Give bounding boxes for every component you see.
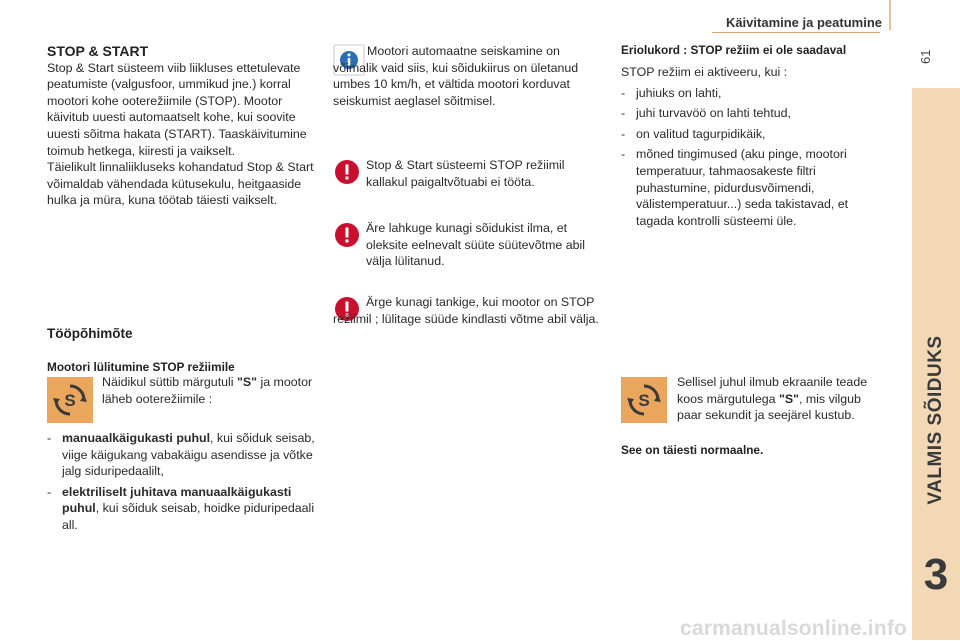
warning-note-3: Ärge kunagi tankige, kui mootor on STOP režiimil ; lülitage süüde kindlasti võtme abil välja. (333, 295, 599, 326)
flashing-indicator-note: Sellisel juhul ilmub ekraanile teade koos märgutulega "S", mis vilgub paar sekundit ja seejärel kustub. (677, 375, 868, 423)
list-item: - manuaalkäigukasti puhul, kui sõiduk seisab, viige käigukang vabakäigu asendisse ja võtke jalg siduripedaalilt, (47, 430, 319, 480)
stop-start-title: STOP & START (47, 43, 149, 59)
stop-mode-subtitle: Mootori lülitumine STOP režiimile (47, 359, 235, 374)
watermark: carmanualsonline.info (680, 617, 908, 640)
list-item: - mõned tingimused (aku pinge, mootori temperatuur, tahmaosakeste filtri puhastumine, pidurdusvõimendi, välistemperatuur...) seda takistavad, et tagada kontrolli süsteemi üle. (621, 146, 889, 229)
warning-icon (333, 158, 361, 186)
list-item: - elektriliselt juhitava manuaalkäigukasti puhul, kui sõiduk seisab, hoidke piduripedaali all. (47, 484, 319, 534)
stop-start-icon (47, 377, 93, 423)
warning-note-1: Stop & Start süsteemi STOP režiimil kallakul paigaltvõtuabi ei tööta. (366, 158, 565, 189)
intro-paragraph: Stop & Start süsteem viib liikluses ettetulevate peatumiste (valgusfoor, ummikud jne.) korral mootori kohe ooterežiimile (STOP). Mootor käivitub uuesti automaatselt kohe, kui soovite uuesti sõitma hakata (START). Taaskäivitumine toimub hetkega, kiiresti ja vaikselt. (47, 60, 307, 158)
stop-start-icon (621, 377, 667, 423)
warning-icon (333, 221, 361, 249)
principle-block (47, 326, 319, 375)
special-case-intro: STOP režiim ei aktiveeru, kui : (621, 65, 788, 79)
page-number: 61 (918, 49, 933, 64)
list-item: - juhi turvavöö on lahti tehtud, (621, 105, 889, 122)
stop-conditions-list (47, 430, 319, 534)
section-label: VALMIS SÕIDUKS (925, 335, 946, 505)
special-case-list (621, 64, 889, 229)
chapter-header-title: Käivitamine ja peatumine (725, 15, 882, 30)
chapter-number: 3 (923, 550, 949, 599)
info-note: Mootori automaatne seiskamine on võimalik vaid siis, kui sõidukiirus on ületanud umbes 10 km/h, et vältida mootori korduvat seiskumist aeglasel sõitmisel. (333, 44, 579, 108)
header-underline (712, 32, 880, 33)
normal-note: See on täiesti normaalne. (621, 443, 764, 457)
list-item: - juhiuks on lahti, (621, 85, 889, 102)
special-case-title: Eriolukord : STOP režiim ei ole saadaval (621, 43, 847, 57)
stop-start-intro-block (47, 43, 319, 209)
indicator-text: Näidikul süttib märgutuli "S" ja mootor läheb ooterežiimile : (102, 375, 313, 406)
svg-text:S: S (64, 391, 76, 410)
warning-note-2: Äre lahkuge kunagi sõidukist ilma, et oleksite eelnevalt süüte süütevõtme abil välja lülitanud. (366, 221, 586, 269)
principle-title: Tööpõhimõte (47, 326, 133, 341)
list-item: - on valitud tagurpidikäik, (621, 126, 889, 143)
header-divider (889, 0, 891, 30)
intro-paragraph-2: Täielikult linnaliikluseks kohandatud Stop & Start võimaldab vähendada kütusekulu, heitgaaside hulka ja müra, kuna töötab täiesti vaikselt. (47, 160, 314, 208)
svg-text:S: S (638, 391, 650, 410)
